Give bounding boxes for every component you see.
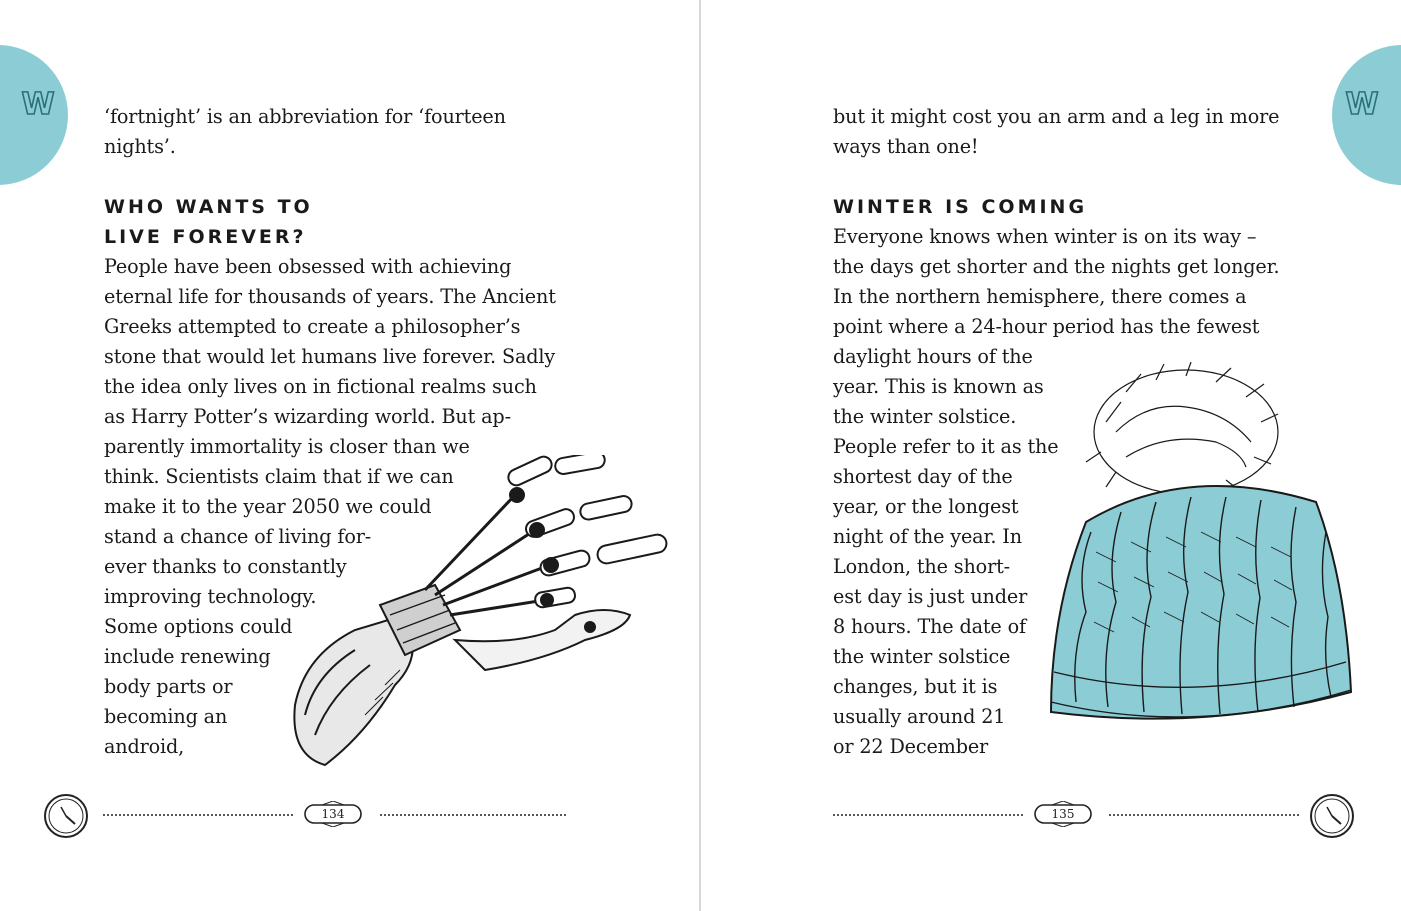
section-tab [1332, 45, 1401, 185]
page-number-badge [302, 801, 364, 827]
left-footer [0, 793, 700, 839]
bobble-hat-illustration [1046, 362, 1356, 747]
left-body-paragraph: People have been obsessed with achieving eternal life for thousands of years. The Ancient Greeks attempted to create a philosopher’s stone that would let humans live forever. Sadly the idea only lives on in fictional realms such as Harry Potter’s wizarding world. But ap- parently immortality is closer than we think. Scientists claim that if we can make it to the year 2050 we could stand a chance of living for- ever thanks to constantly improving technology. Some options could include renewing body parts or becoming an android, [104, 255, 556, 758]
pocket-watch-icon [1309, 793, 1355, 839]
footer-dotted-rule [833, 814, 1023, 816]
section-tab-letter: W [21, 87, 55, 122]
robotic-hand-illustration [285, 455, 675, 775]
left-page [0, 0, 700, 911]
footer-dotted-rule [1109, 814, 1299, 816]
section-tab-letter: W [1345, 87, 1379, 122]
right-section-heading: WINTER IS COMING [833, 196, 1088, 218]
left-intro-paragraph: ‘fortnight’ is an abbreviation for ‘fourteen nights’. [104, 105, 506, 158]
right-page [701, 0, 1401, 911]
section-tab [0, 45, 68, 185]
left-section-heading: WHO WANTS TO LIVE FOREVER? [104, 196, 313, 248]
footer-dotted-rule [103, 814, 293, 816]
page-number: 135 [1051, 807, 1075, 821]
right-intro-paragraph: but it might cost you an arm and a leg in more ways than one! [833, 105, 1280, 158]
footer-dotted-rule [380, 814, 566, 816]
pocket-watch-icon [43, 793, 89, 839]
right-footer [701, 793, 1401, 839]
right-body-paragraph: Everyone knows when winter is on its way – the days get shorter and the nights get longer. In the northern hemisphere, there comes a point where a 24-hour period has the fewest daylight hours of the year. This is known as the winter solstice. People refer to it as the shortest day of the year, or the longest night of the year. In London, the short- est day is just under 8 hours. The date of the winter solstice changes, but it is usually around 21 or 22 December [833, 225, 1280, 758]
page-number: 134 [321, 807, 345, 821]
page-number-badge [1032, 801, 1094, 827]
